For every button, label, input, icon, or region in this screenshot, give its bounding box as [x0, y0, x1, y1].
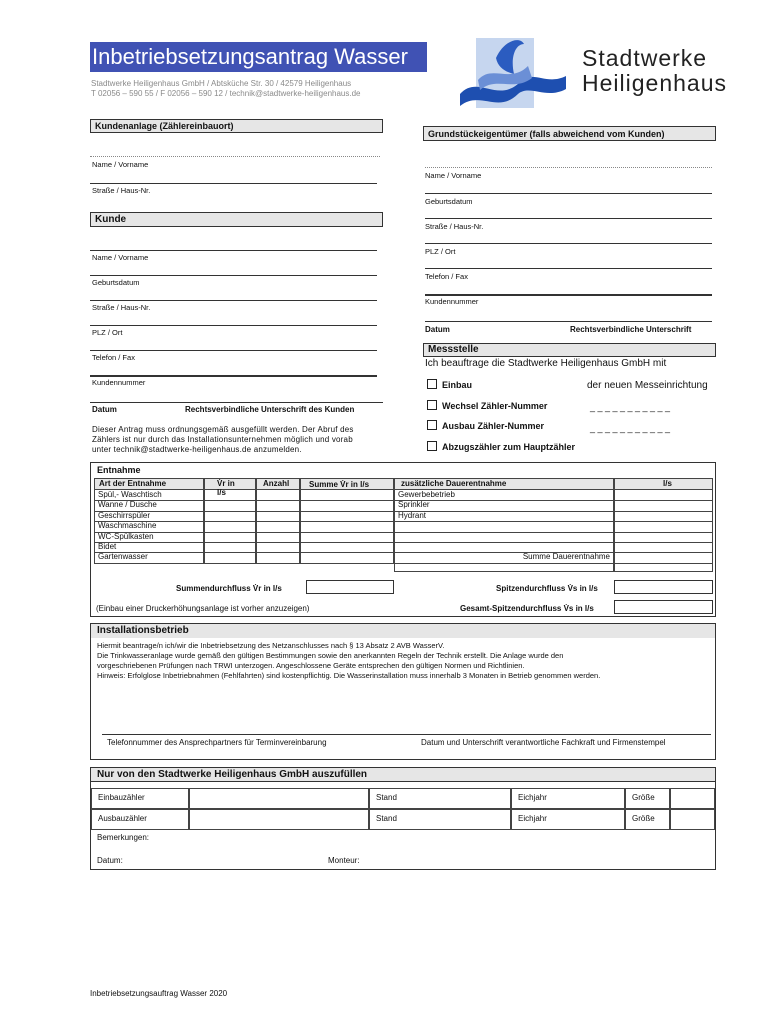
swh-cell-label: Eichjahr: [511, 809, 625, 830]
swh-cell-input[interactable]: [670, 809, 715, 830]
label-kunde-name: Name / Vorname: [92, 253, 149, 262]
logo-text-2: Heiligenhaus: [582, 70, 727, 96]
zusaetzlich-row-label: Sprinkler: [394, 500, 614, 511]
label-eig-datum: Datum: [425, 325, 450, 334]
label-kundenanlage-name: Name / Vorname: [92, 160, 149, 169]
label-kundenanlage-strasse: Straße / Haus-Nr.: [92, 186, 151, 195]
note-line-3: unter technik@stadtwerke-heiligenhaus.de anzumelden.: [92, 445, 302, 454]
section-swh: Nur von den Stadtwerke Heiligenhaus GmbH auszufüllen: [91, 768, 715, 782]
kunde-strasse-line[interactable]: [90, 300, 377, 301]
label-eig-kundennummer: Kundennummer: [425, 297, 479, 306]
entnahme-row-label: Wanne / Dusche: [94, 500, 204, 511]
install-text-1: Hiermit beantrage/n ich/wir die Inbetriebsetzung des Netzanschlusses nach § 13 Absatz 2 AVB WasserV.: [97, 641, 445, 650]
install-text-3: vorgeschriebenen Prüfungen nach TRWI unterzogen. Angeschlossene Geräte entsprechen den gültigen Normen und Richtlinien.: [97, 661, 525, 670]
monteur-label: Monteur:: [328, 856, 360, 865]
ausbau-number-field[interactable]: _ _ _ _ _ _ _ _ _ _ _: [590, 423, 671, 433]
page-title: Inbetriebsetzungsantrag Wasser: [90, 42, 427, 72]
kunde-name-line[interactable]: [90, 250, 377, 251]
swh-cell-label: Größe: [625, 809, 670, 830]
label-eig-telefon: Telefon / Fax: [425, 272, 468, 281]
install-sig-right: Datum und Unterschrift verantwortliche Fachkraft und Firmenstempel: [421, 738, 666, 747]
bemerkungen-label: Bemerkungen:: [97, 833, 150, 842]
option-einbau[interactable]: [427, 379, 472, 390]
section-kundenanlage: Kundenanlage (Zählereinbauort): [90, 119, 383, 133]
zusaetzlich-row-label: Hydrant: [394, 511, 614, 522]
checkbox-ausbau[interactable]: [427, 420, 437, 430]
swh-cell-label: Ausbauzähler: [91, 809, 189, 830]
option-einbau-label: Einbau: [442, 380, 473, 390]
company-contact: T 02056 – 590 55 / F 02056 – 590 12 / technik@stadtwerke-heiligenhaus.de: [91, 89, 361, 98]
entnahme-cell[interactable]: [300, 552, 394, 563]
entnahme-row-label: Waschmaschine: [94, 521, 204, 532]
swh-cell-label: Eichjahr: [511, 788, 625, 809]
kunde-kundennummer-line[interactable]: [90, 375, 377, 377]
section-messstelle: Messstelle: [423, 343, 716, 357]
swh-cell-label: Einbauzähler: [91, 788, 189, 809]
label-kunde-plz: PLZ / Ort: [92, 328, 123, 337]
install-text-2: Die Trinkwasseranlage wurde gemäß den gültigen Bestimmungen sowie den anerkannten Regeln der Technik erstellt. Die Anlage wurde den: [97, 651, 564, 660]
kunde-geburtsdatum-line[interactable]: [90, 275, 377, 276]
eig-strasse-line[interactable]: [425, 218, 712, 219]
label-kunde-strasse: Straße / Haus-Nr.: [92, 303, 151, 312]
note-line-2: Zählers ist nur durch das Installationsunternehmen möglich und vorab: [92, 435, 353, 444]
eig-plz-line[interactable]: [425, 243, 712, 244]
swh-cell-label: Stand: [369, 809, 511, 830]
summendurchfluss-label: Summendurchfluss V̇r in l/s: [176, 584, 282, 593]
label-eig-unterschrift: Rechtsverbindliche Unterschrift: [570, 325, 692, 334]
summendurchfluss-field[interactable]: [306, 580, 394, 594]
checkbox-wechsel[interactable]: [427, 400, 437, 410]
entnahme-cell[interactable]: [204, 552, 256, 563]
label-kunde-datum: Datum: [92, 405, 117, 414]
section-kunde: Kunde: [90, 212, 383, 227]
col-zusaetzlich: zusätzliche Dauerentnahme: [394, 478, 614, 490]
label-kunde-telefon: Telefon / Fax: [92, 353, 135, 362]
summe-dauer-label: Summe Dauerentnahme: [394, 552, 614, 563]
install-text-4: Hinweis: Erfolglose Inbetriebnahmen (Fehlfahrten) sind kostenpflichtig. Die Wasserinstallation muss innerhalb 3 Monaten in Betrieb genommen werden.: [97, 671, 601, 680]
gesamt-label: Gesamt-Spitzendurchfluss V̇s in l/s: [460, 604, 594, 613]
option-abzugszaehler[interactable]: [427, 441, 575, 452]
swh-cell-label: Stand: [369, 788, 511, 809]
summe-dauer-value[interactable]: [614, 562, 713, 572]
spitzendurchfluss-field[interactable]: [614, 580, 713, 594]
option-ausbau-label: Ausbau Zähler-Nummer: [442, 421, 545, 431]
col-ls: l/s: [614, 478, 713, 490]
eig-kundennummer-line[interactable]: [425, 294, 712, 296]
logo-text-1: Stadtwerke: [582, 45, 708, 71]
install-signature-line[interactable]: [102, 734, 711, 735]
eig-telefon-line[interactable]: [425, 268, 712, 269]
entnahme-row-label: Geschirrspüler: [94, 511, 204, 522]
eig-geburtsdatum-line[interactable]: [425, 193, 712, 194]
label-eig-name: Name / Vorname: [425, 171, 482, 180]
label-eig-plz: PLZ / Ort: [425, 247, 456, 256]
col-art: Art der Entnahme: [94, 478, 204, 490]
label-kunde-kundennummer: Kundennummer: [92, 378, 146, 387]
checkbox-einbau[interactable]: [427, 379, 437, 389]
label-kunde-geburtsdatum: Geburtsdatum: [92, 278, 140, 287]
entnahme-cell[interactable]: [256, 552, 300, 563]
col-anzahl: Anzahl: [256, 478, 300, 490]
messstelle-intro: Ich beauftrage die Stadtwerke Heiligenhaus GmbH mit: [425, 358, 667, 369]
swh-cell-input[interactable]: [189, 788, 369, 809]
gesamt-field[interactable]: [614, 600, 713, 614]
wechsel-number-field[interactable]: _ _ _ _ _ _ _ _ _ _ _: [590, 402, 671, 412]
waves-logo-icon: [458, 34, 570, 114]
swh-cell-input[interactable]: [670, 788, 715, 809]
checkbox-abzugszaehler[interactable]: [427, 441, 437, 451]
eig-signature-line[interactable]: [425, 321, 712, 322]
section-eigentuemer: Grundstückeigentümer (falls abweichend vom Kunden): [423, 126, 716, 141]
option-abzugszaehler-label: Abzugszähler zum Hauptzähler: [442, 442, 576, 452]
option-einbau-note: der neuen Messeinrichtung: [587, 380, 708, 391]
entnahme-row-label: WC-Spülkasten: [94, 532, 204, 543]
druck-hinweis: (Einbau einer Druckerhöhungsanlage ist vorher anzuzeigen): [96, 604, 310, 613]
section-entnahme: Entnahme: [97, 465, 141, 475]
kunde-plz-line[interactable]: [90, 325, 377, 326]
option-ausbau[interactable]: [427, 420, 544, 431]
swh-cell-input[interactable]: [189, 809, 369, 830]
entnahme-row-label: Bidet: [94, 542, 204, 553]
option-wechsel[interactable]: [427, 400, 547, 411]
kundenanlage-strasse-line[interactable]: [90, 183, 377, 184]
install-sig-left: Telefonnummer des Ansprechpartners für Terminvereinbarung: [107, 738, 327, 747]
option-wechsel-label: Wechsel Zähler-Nummer: [442, 401, 548, 411]
swh-datum-label: Datum:: [97, 856, 123, 865]
company-logo: [458, 34, 570, 114]
label-kunde-unterschrift: Rechtsverbindliche Unterschrift des Kunden: [185, 405, 355, 414]
spitzendurchfluss-label: Spitzendurchfluss V̇s in l/s: [496, 584, 598, 593]
kunde-telefon-line[interactable]: [90, 350, 377, 351]
zusaetzlich-row-label: Gewerbebetrieb: [394, 490, 614, 501]
section-install: Installationsbetrieb: [91, 624, 715, 638]
label-eig-geburtsdatum: Geburtsdatum: [425, 197, 473, 206]
col-vr: V̇r in l/s: [204, 478, 256, 490]
note-line-1: Dieser Antrag muss ordnungsgemäß ausgefüllt werden. Der Abruf des: [92, 425, 354, 434]
swh-cell-label: Größe: [625, 788, 670, 809]
label-eig-strasse: Straße / Haus-Nr.: [425, 222, 484, 231]
entnahme-row-label: Gartenwasser: [94, 552, 204, 563]
col-summe: Summe V̇r in l/s: [300, 478, 394, 490]
company-address: Stadtwerke Heiligenhaus GmbH / Abtsküche Str. 30 / 42579 Heiligenhaus: [91, 79, 352, 88]
kunde-signature-line[interactable]: [90, 402, 383, 403]
entnahme-row-label: Spül,- Waschtisch: [94, 490, 204, 501]
footer-text: Inbetriebsetzungsauftrag Wasser 2020: [90, 989, 228, 998]
